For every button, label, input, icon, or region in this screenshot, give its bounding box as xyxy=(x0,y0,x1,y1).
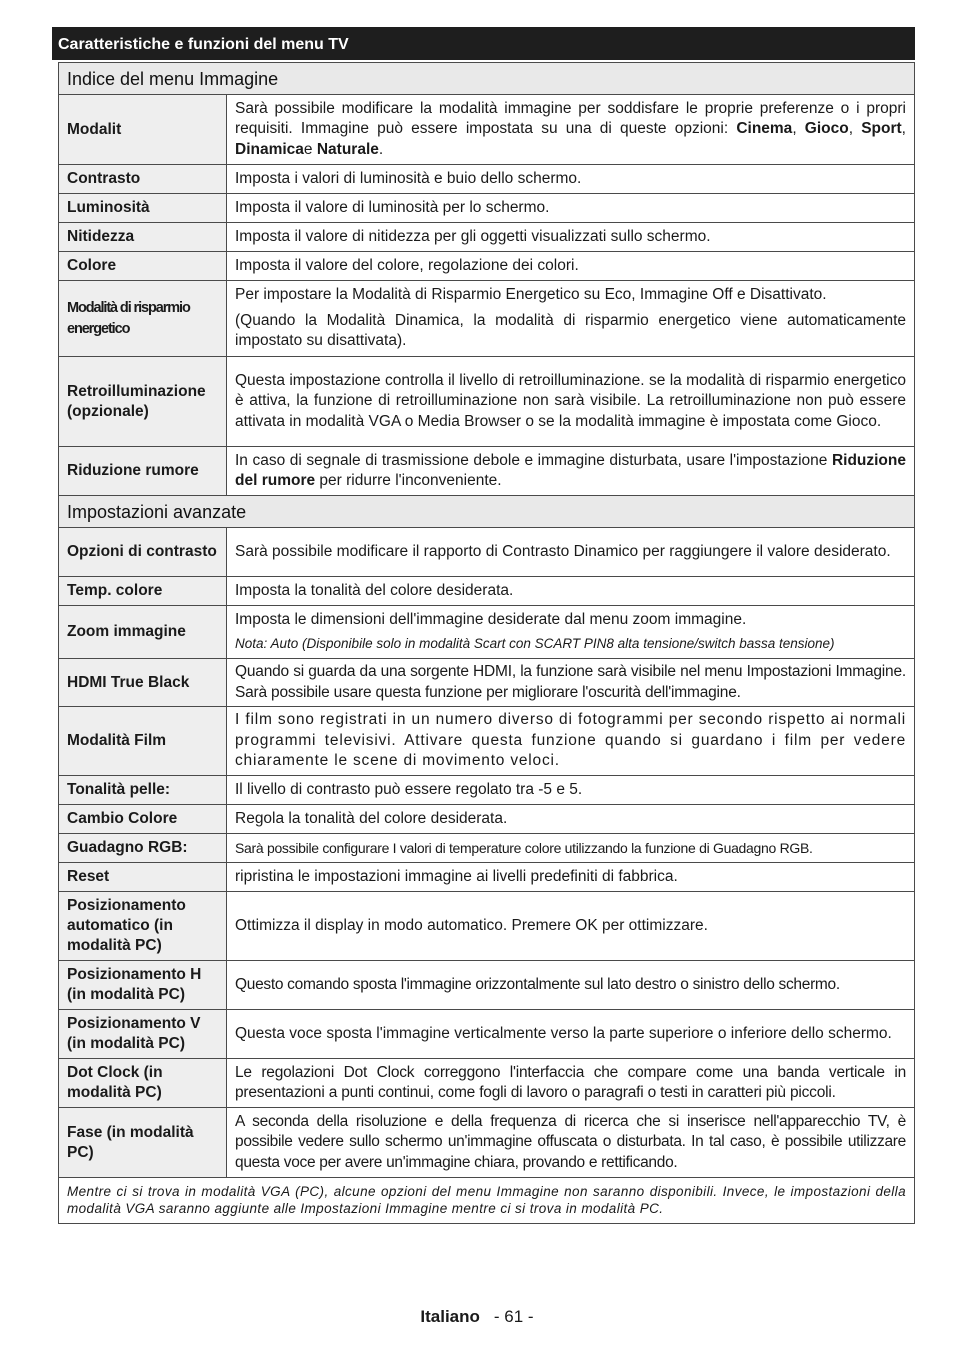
description-line: Imposta le dimensioni dell'immagine desiderate dal menu zoom immagine. xyxy=(235,611,747,628)
row-label: Posizionamento V (in modalità PC) xyxy=(59,1010,227,1059)
table-row xyxy=(59,165,915,194)
header-title: Caratteristiche e funzioni del menu TV xyxy=(58,36,349,53)
table-row xyxy=(59,223,915,252)
table-row xyxy=(59,776,915,805)
row-description: Imposta i valori di luminosità e buio dello schermo. xyxy=(227,165,915,194)
row-description: Questa impostazione controlla il livello di retroilluminazione. se la modalità di risparmio energetico è attiva, la funzione di retroilluminazione non sarà visibile. La retroilluminazione non può essere attivata in modalità VGA o Media Browser o se la modalità immagine è impostata come Gioco. xyxy=(227,357,915,447)
row-label: Modalit xyxy=(59,95,227,165)
row-label: Modalità di risparmio energetico xyxy=(59,281,227,357)
row-label: Opzioni di contrasto xyxy=(59,528,227,577)
row-label: Nitidezza xyxy=(59,223,227,252)
row-description: Imposta il valore del colore, regolazione dei colori. xyxy=(227,252,915,281)
row-label: Zoom immagine xyxy=(59,606,227,659)
row-label: Temp. colore xyxy=(59,577,227,606)
table-row xyxy=(59,1108,915,1178)
row-label: HDMI True Black xyxy=(59,659,227,707)
row-description: Imposta la tonalità del colore desiderata. xyxy=(227,577,915,606)
table-row xyxy=(59,892,915,961)
table-row xyxy=(59,194,915,223)
table-row xyxy=(59,577,915,606)
row-label: Posizionamento H (in modalità PC) xyxy=(59,961,227,1010)
page-number: - 61 - xyxy=(493,1307,534,1326)
section-title: Impostazioni avanzate xyxy=(59,496,915,528)
row-label: Cambio Colore xyxy=(59,805,227,834)
row-description: I film sono registrati in un numero diverso di fotogrammi per secondo rispetto ai normali programmi televisivi. Attivare questa funzione quando si guardano i film per vedere chiaramente le scene di movimento veloci. xyxy=(227,707,915,776)
table-row xyxy=(59,805,915,834)
picture-menu-table xyxy=(58,62,915,1224)
row-description: Sarà possibile modificare il rapporto di Contrasto Dinamico per raggiungere il valore desiderato. xyxy=(227,528,915,577)
table-row xyxy=(59,863,915,892)
row-label: Fase (in modalità PC) xyxy=(59,1108,227,1178)
row-description: A seconda della risoluzione e della frequenza di ricerca che si inserisce nell'apparecchio TV, è possibile vedere sullo schermo un'immagine offuscata o disturbata. In tal caso, è possibile utilizzare questa voce per avere un'immagine chiara, provando e rettificando. xyxy=(227,1108,915,1178)
row-description: Sarà possibile modificare la modalità immagine per soddisfare le proprie preferenze o i propri requisiti. Immagine può essere impostata su una di queste opzioni: Cinema, Gioco, Sport, Dinamicae Naturale. xyxy=(227,95,915,165)
row-label: Dot Clock (in modalità PC) xyxy=(59,1059,227,1108)
table-row xyxy=(59,528,915,577)
section-header-bar xyxy=(52,27,915,60)
row-description: Imposta il valore di nitidezza per gli oggetti visualizzati sullo schermo. xyxy=(227,223,915,252)
table-row xyxy=(59,834,915,863)
row-label: Riduzione rumore xyxy=(59,447,227,496)
table-row xyxy=(59,357,915,447)
table-row xyxy=(59,707,915,776)
row-description: Quando si guarda da una sorgente HDMI, la funzione sarà visibile nel menu Impostazioni Immagine. Sarà possibile usare questa funzione per migliorare l'oscurità dell'immagine. xyxy=(227,659,915,707)
section-row-advanced xyxy=(59,496,915,528)
row-description: ripristina le impostazioni immagine ai livelli predefiniti di fabbrica. xyxy=(227,863,915,892)
section-row-picture-menu xyxy=(59,63,915,95)
table-row xyxy=(59,1059,915,1108)
table-row xyxy=(59,252,915,281)
row-label: Colore xyxy=(59,252,227,281)
table-row xyxy=(59,447,915,496)
table-row xyxy=(59,961,915,1010)
row-label: Guadagno RGB: xyxy=(59,834,227,863)
row-label: Tonalità pelle: xyxy=(59,776,227,805)
table-row xyxy=(59,606,915,659)
footnote: Mentre ci si trova in modalità VGA (PC), alcune opzioni del menu Immagine non saranno disponibili. Invece, le impostazioni della modalità VGA saranno aggiunte alle Impostazioni Immagine mentre ci si trova in modalità PC. xyxy=(59,1178,915,1224)
table-row xyxy=(59,95,915,165)
row-description: Imposta il valore di luminosità per lo schermo. xyxy=(227,194,915,223)
description-note: Nota: Auto (Disponibile solo in modalità Scart con SCART PIN8 alta tensione/switch bassa tensione) xyxy=(235,635,835,651)
row-description: Sarà possibile configurare I valori di temperature colore utilizzando la funzione di Guadagno RGB. xyxy=(227,834,915,863)
row-description: Le regolazioni Dot Clock correggono l'interfaccia che compare come una banda verticale in presentazioni a punti continui, come fogli di lavoro o paragrafi o testi in caratteri più piccoli. xyxy=(227,1059,915,1108)
footer-language: Italiano xyxy=(420,1307,480,1326)
table-row xyxy=(59,281,915,357)
description-line: (Quando la Modalità Dinamica, la modalità di risparmio energetico viene automaticamente impostato su disattivata). xyxy=(235,311,906,350)
table-row xyxy=(59,1010,915,1059)
row-label: Retroilluminazione (opzionale) xyxy=(59,357,227,447)
description-line: Per impostare la Modalità di Risparmio Energetico su Eco, Immagine Off e Disattivato. xyxy=(235,286,827,304)
row-description xyxy=(227,606,915,659)
page-footer xyxy=(0,1307,954,1327)
row-label: Contrasto xyxy=(59,165,227,194)
row-description: Questo comando sposta l'immagine orizzontalmente sul lato destro o sinistro dello schermo. xyxy=(227,961,915,1010)
row-label: Posizionamento automatico (in modalità PC) xyxy=(59,892,227,961)
row-label: Luminosità xyxy=(59,194,227,223)
row-description xyxy=(227,281,915,357)
row-description: Regola la tonalità del colore desiderata. xyxy=(227,805,915,834)
row-description: Questa voce sposta l'immagine verticalmente verso la parte superiore o inferiore dello schermo. xyxy=(227,1010,915,1059)
section-title: Indice del menu Immagine xyxy=(59,63,915,95)
row-description: Il livello di contrasto può essere regolato tra -5 e 5. xyxy=(227,776,915,805)
row-label: Modalità Film xyxy=(59,707,227,776)
footnote-row xyxy=(59,1178,915,1224)
row-description: In caso di segnale di trasmissione debole e immagine disturbata, usare l'impostazione Riduzione del rumore per ridurre l'inconveniente. xyxy=(227,447,915,496)
table-row xyxy=(59,659,915,707)
row-description: Ottimizza il display in modo automatico. Premere OK per ottimizzare. xyxy=(227,892,915,961)
row-label: Reset xyxy=(59,863,227,892)
